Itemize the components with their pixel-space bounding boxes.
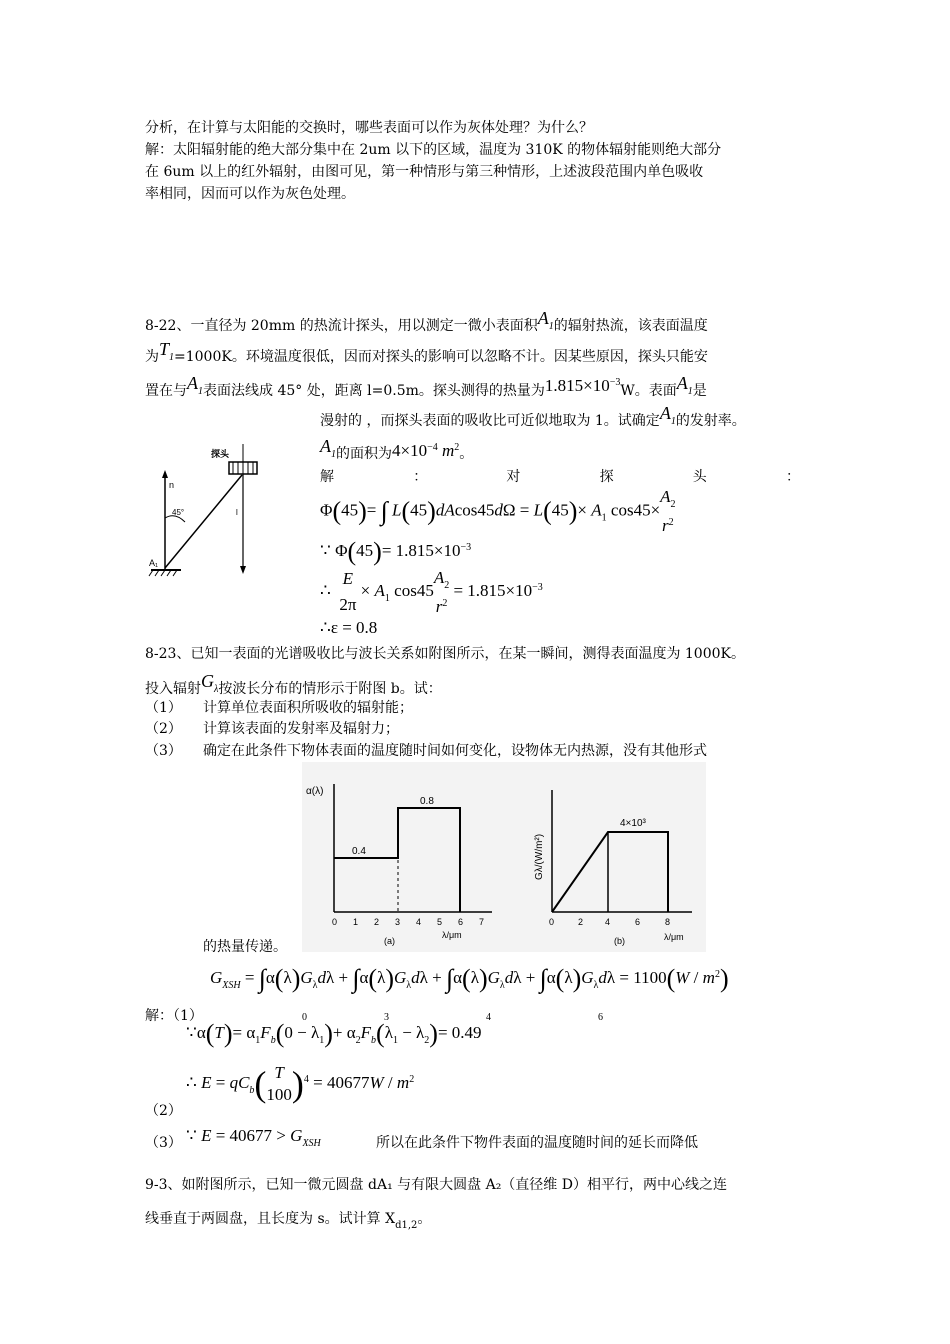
distance-arrow-icon (240, 566, 246, 574)
p823-item-2: （2） 计算该表面的发射率及辐射力； (145, 721, 399, 737)
label-n: n (169, 480, 175, 490)
intro-line-4: 率相同，因而可以作为灰色处理。 (145, 186, 355, 202)
intro-line-3: 在 6um 以上的红外辐射，由图可见，第一种情形与第三种情形，上述波段范围内单色吸收 (145, 164, 704, 180)
eq-phi-integral: Φ(45)= ∫ $L(45)dAcos45d\Omega = L(45)\times A_1$ $\cos 45\times A_2$ $r^2$ (320, 487, 676, 535)
chart-b-peak-label: 4×10³ (620, 818, 646, 829)
label-probe: 探头 (211, 449, 230, 459)
eq-epsilon: ∴ε = 0.8 (320, 618, 378, 637)
p822-line-3: 置在与$A_1$表面法线成 45° 处，距离 l=0.5m。探头测得的热量为$1.815\times 10^{-3}W$。表面$A_1$是 (145, 373, 707, 399)
intro-line-2: 解：太阳辐射能的绝大部分集中在 2um 以下的区域，温度为 310K 的物体辐射能则绝大部分 (145, 142, 722, 158)
eq-E: ∴ $E = qC_b$( T $100)^4 = 40677W / m^2$ (186, 1063, 415, 1104)
p823-item-1: （1） 计算单位表面积所吸收的辐射能； (145, 700, 413, 716)
p822-line-2: 为$T_1=1000K$。环境温度很低，因而对探头的影响可以忽略不计。因某些原因，探头只能安 (145, 339, 708, 365)
chart-b-tick-0: 0 (549, 917, 555, 927)
p822-solution-label: 解 ： 对 探 头 ： (320, 469, 800, 485)
intro-line-1: 分析，在计算与太阳能的交换时，哪些表面可以作为灰体处理？为什么？ (145, 120, 593, 136)
p822-line-5: $A_1$的面积为$4\times 10^{-4}$ $m^2$。 (320, 436, 474, 462)
chart-a-value-0.4: 0.4 (352, 846, 366, 857)
chart-a-ylabel: α(λ) (306, 786, 324, 797)
p822-line-4: 漫射的 ，而探头表面的吸收比可近似地取为 1。试确定$A_1$的发射率。 (320, 403, 746, 429)
p823-solution-label: 解：（1） (145, 1008, 203, 1024)
chart-a-xlabel: λ/μm (442, 930, 462, 940)
chart-a-tick-7: 7 (479, 917, 485, 927)
chart-b-tick-2: 2 (578, 917, 584, 927)
normal-arrow-icon (162, 470, 168, 478)
chart-a-tick-2: 2 (374, 917, 380, 927)
chart-a-tick-5: 5 (437, 917, 443, 927)
chart-b-tick-8: 8 (665, 917, 671, 927)
chart-a-tick-3: 3 (395, 917, 401, 927)
chart-b-tick-6: 6 (635, 917, 641, 927)
p822-line-1: 8-22、一直径为 20mm 的热流计探头，用以测定一微小表面积$A_1$的辐射热流，该表面温度 (145, 308, 708, 334)
eq-limit-4: 4 (486, 1012, 491, 1023)
sight-line (165, 475, 242, 568)
p823-label-3: （3） (145, 1135, 182, 1151)
label-angle: 45° (172, 508, 185, 517)
chart-a-tick-1: 1 (353, 917, 359, 927)
chart-b-xlabel: λ/μm (664, 932, 684, 942)
p93-line-2: 线垂直于两圆盘，且长度为 s。试计算 $X_{d1,2}$。 (145, 1211, 432, 1231)
symbol-T1: $T_1$ (159, 339, 175, 363)
chart-b-caption: (b) (614, 936, 625, 946)
p823-item-3: （3） 确定在此条件下物体表面的温度随时间如何变化，设物体无内热源，没有其他形式 (145, 743, 707, 759)
p823-line-2: 投入辐射$G_\lambda$按波长分布的情形示于附图 b。试： (145, 671, 442, 697)
eq-limit-0: 0 (302, 1012, 307, 1023)
eq-G-absorbed: $G_{XSH} = \int\alpha(\lambda)G_\lambda d\lambda + \int\alpha(\lambda)G_\lambda d\lambda + \int\alpha(\lambda)G_\lambda d\lambda + \int\alpha(\lambda)G_\lambda d\lambda = 1100(W / m^2)$ (210, 964, 729, 993)
label-A1: A₁ (149, 558, 159, 568)
eq-phi-measured: ∵ $\Phi(45)= 1.815\times 10^{-3}$ (320, 537, 472, 566)
measured-heat: $1.815\times 10^{-3}$ (544, 376, 621, 395)
figure-probe-geometry (145, 440, 275, 585)
eq-alpha-T: ∵α(T)= $\alpha_1F_b(0 - \lambda_1)+ \alpha_2F_b(\lambda_1 - \lambda_2)= 0.49$ (186, 1019, 482, 1048)
p93-line-1: 9-3、如附图所示，已知一微元圆盘 dA₁ 与有限大圆盘 A₂（直径维 D）相平行，两中心线之连 (145, 1177, 727, 1193)
p823-tail: 的热量传递。 (203, 939, 287, 955)
eq-limit-3: 3 (384, 1012, 389, 1023)
symbol-G-lambda: $G_\lambda$ (201, 671, 219, 695)
chart-b-ylabel: Gλ/(W/m²) (534, 833, 545, 880)
chart-a-tick-4: 4 (416, 917, 422, 927)
chart-b-tick-4: 4 (605, 917, 611, 927)
chart-a-tick-0: 0 (332, 917, 338, 927)
eq-compare: ∵ $E = 40677 > G_{XSH}$ (186, 1126, 321, 1149)
p823-line-1: 8-23、已知一表面的光谱吸收比与波长关系如附图所示，在某一瞬间，测得表面温度为 1000K。 (145, 646, 745, 662)
figure-absorptivity-and-irradiation (302, 762, 706, 952)
label-l: l (236, 508, 238, 517)
area-value: $4\times 10^{-4}$ $m^2$ (392, 441, 460, 460)
chart-a-caption: (a) (384, 936, 395, 946)
p823-label-2: （2） (145, 1103, 182, 1119)
symbol-A1: $A_1$ (537, 308, 554, 332)
chart-a-tick-6: 6 (458, 917, 464, 927)
eq-emissive: ∴ E $2\pi \times A_1$ $\cos 45A_2$ $r^2 = 1.815\times 10^{-3}$ (320, 567, 543, 616)
chart-a-value-0.8: 0.8 (420, 796, 434, 807)
eq-limit-6: 6 (598, 1012, 603, 1023)
p823-conclusion: 所以在此条件下物件表面的温度随时间的延长而降低 (376, 1135, 698, 1151)
